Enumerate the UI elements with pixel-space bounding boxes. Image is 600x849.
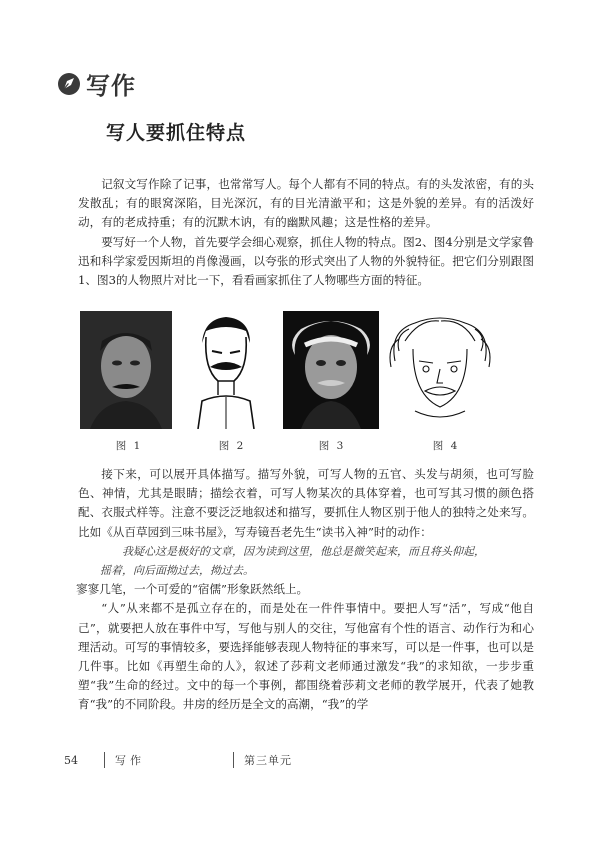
paragraph: 记叙文写作除了记事，也常常写人。每个人都有不同的特点。有的头发浓密，有的头发散乱；有的眼窝深陷，目光深沉，有的目光清澈平和；这是外貌的差异。有的活泼好动，有的老成持重；有的沉默木讷，有的幽默风趣；这是性格的差异。: [78, 177, 534, 230]
einstein-caricature: [385, 311, 495, 429]
article-title: 写人要抓住特点: [106, 122, 247, 144]
main-text: [78, 465, 534, 715]
figure-caption: 图 3: [318, 440, 346, 452]
intro-text: [78, 175, 534, 290]
footer-divider: [104, 752, 105, 768]
figure-caption: 图 1: [115, 440, 143, 452]
section-header: [58, 66, 136, 101]
pen-nib-icon: [58, 73, 80, 95]
footer-unit: 第三单元: [244, 754, 292, 767]
figure-row: [0, 311, 600, 461]
lu-xun-photo: [80, 311, 172, 429]
figure-caption: 图 2: [218, 440, 246, 452]
paragraph: 寥寥几笔，一个可爱的“宿儒”形象跃然纸上。: [76, 582, 309, 597]
page-number: 54: [64, 753, 78, 767]
paragraph: 要写好一个人物，首先要学会细心观察，抓住人物的特点。图2、图4分别是文学家鲁迅和科学家爱因斯坦的肖像漫画，以夸张的形式突出了人物的外貌特征。把它们分别跟图1、图3的人物照片对比一下，看看画家抓住了人物哪些方面的特征。: [78, 234, 534, 288]
footer-section: 写作: [115, 754, 145, 767]
paragraph: “人”从来都不是孤立存在的，而是处在一件件事情中。要把人写“活”，写成“他自己”，就要把人放在事件中写，写他与别人的交往，写他富有个性的语言、动作行为和心理活动。可写的事情较多，要选择能够表现人物特征的事来写，可以是一件事，也可以是几件事。比如《再塑生命的人》，叙述了莎莉文老师通过激发“我”的求知欲，一步步重塑“我”生命的经过。文中的每一个事例，都围绕着莎莉文老师的教学展开，代表了她教育“我”的不同阶段。井房的经历是全文的高潮，“我”的学: [78, 601, 534, 712]
paragraph: 接下来，可以展开具体描写。描写外貌，可写人物的五官、头发与胡须，也可写脸色、神情，尤其是眼睛；描绘衣着，可写人物某次的具体穿着，也可写其习惯的颜色搭配、衣服式样等。注意不要泛泛地叙述和描写，要抓住人物区别于他人的独特之处来写。比如《从百草园到三味书屋》，写寿镜吾老先生“读书入神”时的动作：: [78, 467, 534, 539]
quotation-line: 我疑心这是极好的文章，因为读到这里，他总是微笑起来，而且将头仰起，: [122, 544, 485, 558]
quotation-line: 摇着，向后面拗过去，拗过去。: [100, 564, 254, 578]
page-footer: [64, 752, 292, 768]
einstein-photo: [283, 311, 379, 429]
footer-divider: [233, 752, 234, 768]
figure-caption: 图 4: [432, 440, 460, 452]
section-title: 写作: [86, 72, 136, 100]
lu-xun-caricature: [188, 311, 264, 429]
